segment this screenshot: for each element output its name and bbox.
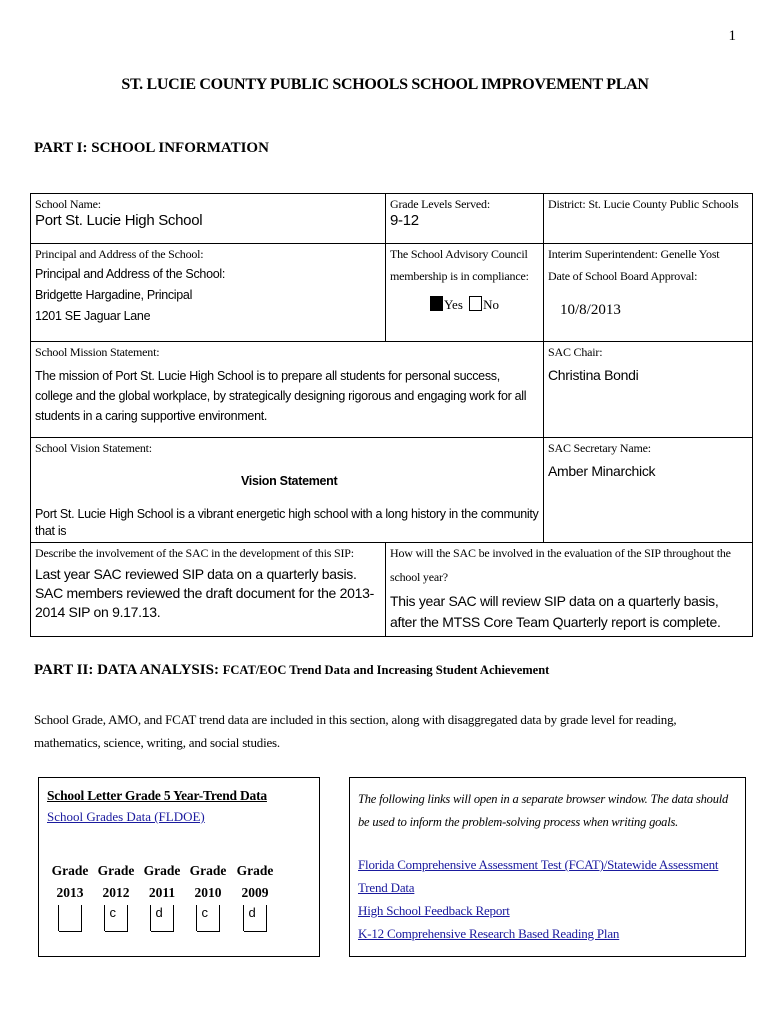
grade-value-box[interactable] [59,905,82,932]
involvement-cell [31,543,386,637]
evaluation-label-2: school year? [390,570,448,584]
yes-label: Yes [443,297,463,312]
sac-compliance-label-2: membership is in compliance: [390,269,529,283]
grade-value: d [155,905,163,920]
principal-cell [31,244,386,342]
vision-cell [31,438,544,543]
grade-column-2011 [142,860,182,932]
sac-compliance-options [390,296,539,313]
sac-secretary-label: SAC Secretary Name: [548,441,651,455]
grade-value-box[interactable] [244,905,267,932]
grade-year: 2012 [102,885,130,900]
mission-cell [31,342,544,438]
principal-label: Principal and Address of the School: [35,247,204,261]
grade-column-2010 [188,860,228,932]
grade-column-2013 [50,860,90,932]
data-links-box [349,777,746,957]
school-grades-data-link[interactable]: School Grades Data (FLDOE) [47,809,205,824]
sac-compliance-cell [386,244,544,342]
grade-column-2009 [235,860,275,932]
school-information-table [30,193,753,637]
evaluation-field[interactable]: This year SAC will review SIP data on a quarterly basis, after the MTSS Core Team Quarterly report is complete. [390,593,721,630]
involvement-label: Describe the involvement of the SAC in the development of this SIP: [35,546,354,560]
grade-label: Grade [143,863,181,878]
grade-label: Grade [236,863,274,878]
grade-year: 2013 [56,885,84,900]
grade-levels-label: Grade Levels Served: [390,197,490,211]
sac-chair-cell [544,342,753,438]
school-name-field[interactable]: Port St. Lucie High School [35,212,203,229]
grade-value-box[interactable] [151,905,174,932]
part2-subheading: FCAT/EOC Trend Data and Increasing Student Achievement [222,663,550,677]
sac-secretary-field[interactable]: Amber Minarchick [548,463,656,479]
school-name-label: School Name: [35,197,101,211]
part1-heading: PART I: SCHOOL INFORMATION [34,140,269,156]
grade-label: Grade [51,863,89,878]
document-title: ST. LUCIE COUNTY PUBLIC SCHOOLS SCHOOL IMPROVEMENT PLAN [121,76,649,93]
grade-trend-title: School Letter Grade 5 Year-Trend Data [47,788,267,803]
board-approval-date[interactable]: 10/8/2013 [560,302,621,318]
district-cell [544,194,753,244]
district-text: District: St. Lucie County Public Schools [548,197,739,211]
links-note: The following links will open in a separate browser window. The data should be used to inform the problem-solving process when writing goals. [358,792,729,829]
data-links-list [358,853,736,945]
yes-checkbox[interactable] [430,296,443,311]
sac-secretary-cell [544,438,753,543]
grade-value: c [201,905,208,920]
school-grade-box [38,777,320,957]
evaluation-cell [386,543,753,637]
no-checkbox[interactable] [469,296,482,311]
no-label: No [483,297,500,312]
vision-label: School Vision Statement: [35,441,152,455]
grade-label: Grade [189,863,227,878]
principal-name[interactable]: Bridgette Hargadine, Principal [35,288,193,302]
grade-value: d [248,905,256,920]
reading-plan-link[interactable]: K-12 Comprehensive Research Based Reading Plan [358,926,620,941]
sac-chair-field[interactable]: Christina Bondi [548,367,639,383]
grade-year: 2009 [241,885,269,900]
grade-year: 2010 [194,885,222,900]
fcat-trend-data-link[interactable]: Florida Comprehensive Assessment Test (FCAT)/Statewide Assessment Trend Data [358,857,719,895]
grade-value: c [109,905,116,920]
page-number: 1 [728,28,736,44]
sac-chair-label: SAC Chair: [548,345,603,359]
involvement-field[interactable]: Last year SAC reviewed SIP data on a quarterly basis. SAC members reviewed the draft document for the 2013-2014 SIP on 9.17.13. [35,566,374,620]
sac-compliance-label-1: The School Advisory Council [390,247,528,261]
part2-paragraph: School Grade, AMO, and FCAT trend data are included in this section, along with disaggregated data by grade level for reading, mathematics, science, writing, and social studies. [34,712,677,750]
grade-levels-cell [386,194,544,244]
grade-column-2012 [96,860,136,932]
mission-label: School Mission Statement: [35,345,160,359]
superintendent-text: Interim Superintendent: Genelle Yost [548,247,720,261]
part2-heading: PART II: DATA ANALYSIS: [34,662,219,678]
grade-value-box[interactable] [105,905,128,932]
grade-year: 2011 [148,885,176,900]
grade-label: Grade [97,863,135,878]
board-approval-label: Date of School Board Approval: [548,269,698,283]
grade-levels-field[interactable]: 9-12 [390,212,419,229]
vision-heading: Vision Statement [241,474,338,488]
high-school-feedback-report-link[interactable]: High School Feedback Report [358,903,510,918]
school-name-cell [31,194,386,244]
mission-field[interactable]: The mission of Port St. Lucie High School is to prepare all students for personal success, college and the global workplace, by strategically designing rigorous and engaging work for all students in a caring supportive environment. [35,369,527,423]
part2-heading-line [34,662,549,679]
superintendent-cell [544,244,753,342]
evaluation-label-1: How will the SAC be involved in the evaluation of the SIP throughout the [390,546,731,560]
principal-address[interactable]: 1201 SE Jaguar Lane [35,309,151,323]
principal-value-label[interactable]: Principal and Address of the School: [35,267,226,281]
vision-field[interactable]: Port St. Lucie High School is a vibrant energetic high school with a long history in the community that is [35,507,539,538]
grade-value-box[interactable] [197,905,220,932]
